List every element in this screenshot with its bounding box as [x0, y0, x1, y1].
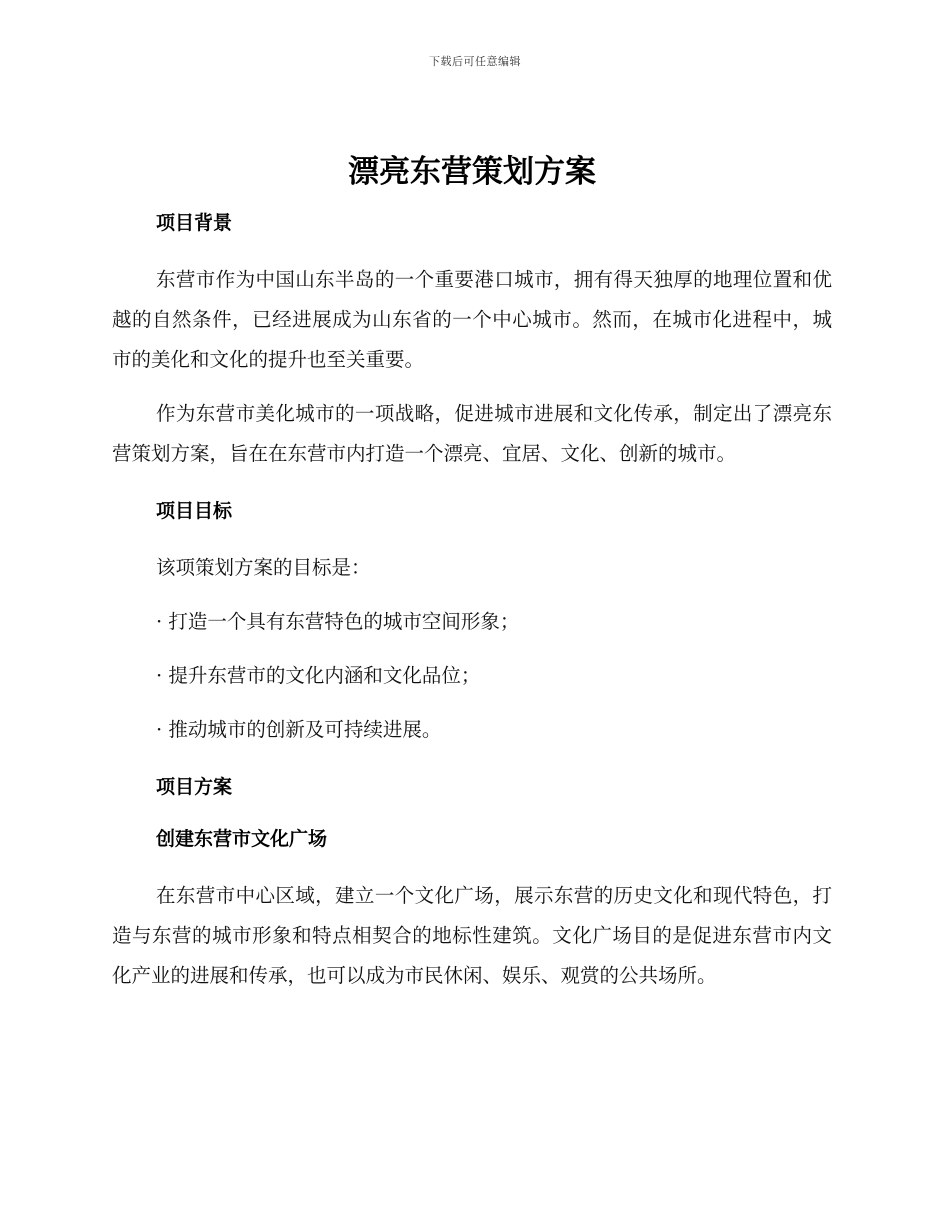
spacer [112, 696, 832, 710]
goals-intro: 该项策划方案的目标是： [156, 556, 371, 579]
document-title: 漂亮东营策划方案 [348, 154, 596, 190]
goal-item: · 推动城市的创新及可持续进展。 [156, 718, 442, 741]
spacer [112, 750, 832, 772]
spacer [112, 588, 832, 602]
spacer [112, 802, 832, 824]
spacer [112, 238, 832, 260]
section-heading-goals: 项目目标 [156, 500, 233, 522]
background-paragraph-2: 作为东营市美化城市的一项战略，促进城市进展和文化传承，制定出了漂亮东营策划方案，旨在在东营市内打造一个漂亮、宜居、文化、创新的城市。 [112, 402, 832, 465]
spacer [112, 642, 832, 656]
goal-item: · 打造一个具有东营特色的城市空间形象； [156, 610, 520, 633]
spacer [112, 380, 832, 394]
document-body [112, 150, 832, 996]
spacer [112, 474, 832, 496]
spacer [112, 526, 832, 548]
header-note: 下载后可任意编辑 [429, 55, 521, 68]
section-heading-background: 项目背景 [156, 212, 233, 234]
plan-subheading: 创建东营市文化广场 [156, 828, 328, 850]
plan-paragraph: 在东营市中心区域，建立一个文化广场，展示东营的历史文化和现代特色，打造与东营的城市形象和特点相契合的地标性建筑。文化广场目的是促进东营市内文化产业的进展和传承，也可以成为市民休闲、娱乐、观赏的公共场所。 [112, 884, 832, 987]
section-heading-plan: 项目方案 [156, 776, 233, 798]
spacer [112, 854, 832, 876]
goal-item: · 提升东营市的文化内涵和文化品位； [156, 664, 481, 687]
background-paragraph-1: 东营市作为中国山东半岛的一个重要港口城市，拥有得天独厚的地理位置和优越的自然条件，已经进展成为山东省的一个中心城市。然而，在城市化进程中，城市的美化和文化的提升也至关重要。 [112, 268, 832, 371]
